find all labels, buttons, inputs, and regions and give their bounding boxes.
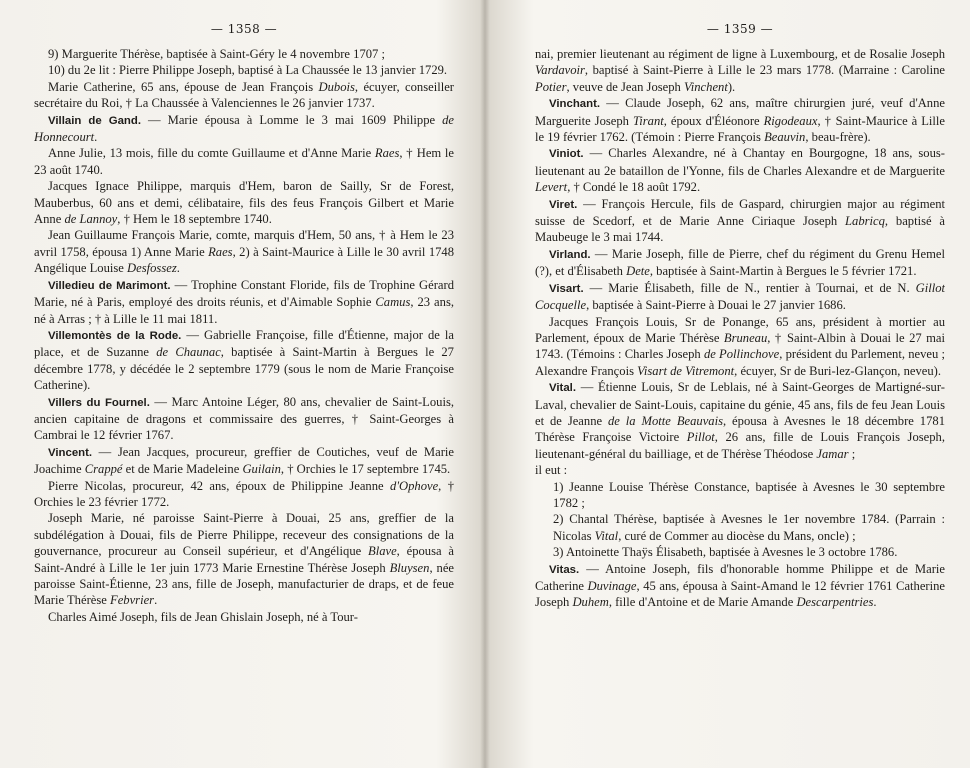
entry-headword: Villemontès de la Rode. <box>48 329 182 342</box>
italic-name: Descarpentries <box>796 595 874 610</box>
text-run: . <box>94 130 98 145</box>
italic-name: Levert <box>535 180 568 195</box>
paragraph <box>535 379 945 462</box>
text-run: il eut : <box>535 463 568 478</box>
text-run: , baptisée à Saint-Martin à Bergues le 5 février 1721. <box>649 264 917 279</box>
paragraph <box>34 444 454 478</box>
italic-name: Vital <box>594 528 619 543</box>
paragraph <box>34 79 454 112</box>
italic-name: Dete <box>626 264 650 279</box>
italic-name: Guilain <box>242 462 281 477</box>
left-page-text <box>34 46 454 625</box>
entry-headword: Villedieu de Marimont. <box>48 279 171 292</box>
italic-name: Jamar <box>816 446 849 461</box>
text-run: , 23 ans, né à Arras ; † à Lille le 11 mai 1811. <box>34 295 454 326</box>
text-run: , écuyer, conseiller secrétaire du Roi, † La Chaussée à Valenciennes le 26 janvier 1737. <box>34 79 454 111</box>
italic-name: Labricq <box>845 214 885 229</box>
paragraph <box>535 46 945 95</box>
text-run: ). <box>727 79 736 94</box>
text-run: , baptisé à Maubeuge le 3 mai 1744. <box>535 214 945 245</box>
text-run: , écuyer, Sr de Buri-lez-Glançon, neveu). <box>734 363 941 378</box>
entry-headword: Vital. <box>549 382 577 395</box>
entry-headword: Virland. <box>549 248 591 261</box>
italic-name: Rigodeaux <box>763 113 818 128</box>
text-run: — Étienne Louis, Sr de Leblais, né à Saint-Georges de Martigné-sur-Laval, chevalier de Saint-Louis, capitaine du génie, 45 ans, fils de feu Jean Louis et de Jeanne <box>535 380 945 428</box>
italic-name: Tirant <box>632 113 664 128</box>
text-run: , † Hem le 23 août 1740. <box>34 146 454 177</box>
paragraph <box>34 46 454 62</box>
paragraph <box>535 246 945 280</box>
paragraph <box>34 145 454 178</box>
text-run: — Claude Joseph, 62 ans, maître chirurgien juré, veuf d'Anne Marguerite Joseph <box>535 96 945 128</box>
text-run: , baptisé à Saint-Pierre à Lille le 23 mars 1778. (Marraine : Caroline <box>584 63 945 78</box>
italic-name: de Lannoy <box>64 212 118 227</box>
entry-headword: Vincent. <box>48 446 93 459</box>
italic-name: Duhem <box>572 595 609 610</box>
text-run: 1) Jeanne Louise Thérèse Constance, baptisée à Avesnes le 30 septembre 1782 ; <box>553 479 945 510</box>
text-run: , épousa à Avesnes le 18 décembre 1781 Thérèse Françoise Victoire <box>535 413 945 445</box>
text-run: , † Condé le 18 août 1792. <box>567 180 701 195</box>
italic-name: Dubois <box>318 79 355 94</box>
text-run: , née paroisse Saint-Étienne, 23 ans, fille de Joseph, manufacturier de draps, et de feue Marie Thérèse <box>34 560 454 608</box>
text-run: Charles Aimé Joseph, fils de Jean Ghislain Joseph, né à Tour- <box>48 609 358 624</box>
italic-name: Pillot <box>686 430 715 445</box>
paragraph <box>34 609 454 625</box>
text-run: ; <box>848 446 856 461</box>
paragraph <box>34 327 454 394</box>
italic-name: de Honnecourt <box>34 112 454 145</box>
text-run: — Charles Alexandre, né à Chantay en Bourgogne, 18 ans, sous-lieutenant au 2e bataillon de l'Yonne, fils de Charles Alexandre et de Marguerite <box>535 146 945 178</box>
paragraph <box>535 544 945 560</box>
text-run: Joseph Marie, né paroisse Saint-Pierre à Douai, 25 ans, greffier de la subdélégation à Douai, fils de Pierre Philippe, receveur des consignations de la gouvernance, procureur au Conseil supérieur, et d'Angélique <box>34 511 454 559</box>
text-run: , † Orchies le 23 février 1772. <box>34 478 454 509</box>
italic-name: Camus <box>375 295 411 310</box>
entry-headword: Vinchant. <box>549 98 601 111</box>
text-run: — Trophine Constant Floride, fils de Trophine Gérard Marie, né à Paris, employé des droits réunis, et d'Aimable Sophie <box>34 277 454 310</box>
paragraph <box>34 112 454 146</box>
text-run: — Marie Élisabeth, fille de N., rentier à Tournai, et de N. <box>583 280 916 295</box>
text-run: , épousa à Saint-André à Lille le 1er juin 1773 Marie Ernestine Thérèse Joseph <box>34 544 454 575</box>
italic-name: Vinchent <box>684 79 728 94</box>
text-run: Jacques François Louis, Sr de Ponange, 65 ans, président à mortier au Parlement, époux de Marie Thérèse <box>535 314 945 345</box>
italic-name: Bruneau <box>723 330 768 345</box>
italic-name: Blave <box>368 544 397 559</box>
text-run: , 45 ans, épousa à Saint-Amand le 12 février 1761 Catherine Joseph <box>535 579 945 610</box>
right-page <box>535 0 945 768</box>
text-run: — Antoine Joseph, fils d'honorable homme Philippe et de Marie Catherine <box>535 561 945 593</box>
paragraph <box>535 462 945 478</box>
text-run: — Marc Antoine Léger, 80 ans, chevalier de Saint-Louis, ancien capitaine de dragons et commissaire des guerres, † Saint-Georges à Cambrai le 12 février 1767. <box>34 394 454 443</box>
text-run: , † Saint-Maurice à Lille le 19 février 1762. (Témoin : Pierre François <box>535 113 945 145</box>
text-run: , † Orchies le 17 septembre 1745. <box>280 462 451 477</box>
paragraph <box>535 511 945 544</box>
paragraph <box>535 280 945 314</box>
italic-name: Crappé <box>84 462 123 477</box>
text-run: 3) Antoinette Thaÿs Élisabeth, baptisée à Avesnes le 3 octobre 1786. <box>553 545 898 560</box>
page-number-right: — 1359 — <box>706 22 774 36</box>
entry-headword: Villain de Gand. <box>48 114 141 127</box>
italic-name: d'Ophove <box>390 478 439 493</box>
text-run: , fille d'Antoine et de Marie Amande <box>608 595 797 610</box>
entry-headword: Vitas. <box>549 563 580 576</box>
paragraph <box>34 62 454 78</box>
text-run: 10) du 2e lit : Pierre Philippe Joseph, baptisé à La Chaussée le 13 janvier 1729. <box>48 63 448 78</box>
paragraph <box>34 394 454 444</box>
text-run: — Jean Jacques, procureur, greffier de Coutiches, veuf de Marie Joachime <box>34 444 454 477</box>
entry-headword: Visart. <box>549 282 584 295</box>
entry-headword: Viniot. <box>549 148 584 161</box>
italic-name: de la Motte Beauvais <box>608 413 723 428</box>
text-run: Jacques Ignace Philippe, marquis d'Hem, baron de Sailly, Sr de Forest, Mauberbus, 60 ans et demi, célibataire, fils des feus François Gilbert et Marie Anne <box>34 179 454 227</box>
text-run: 9) Marguerite Thérèse, baptisée à Saint-Géry le 4 novembre 1707 ; <box>48 47 386 61</box>
text-run: , 2) à Saint-Maurice à Lille le 30 avril 1748 Angélique Louise <box>34 244 454 276</box>
paragraph <box>535 479 945 512</box>
italic-name: de Chaunac <box>156 345 221 360</box>
text-run: , † Saint-Albin à Douai le 27 mai 1743. (Témoins : Charles Joseph <box>535 330 945 362</box>
paragraph <box>535 314 945 380</box>
paragraph <box>535 196 945 246</box>
text-run: . <box>154 593 158 608</box>
page-number-left: — 1358 — <box>210 22 278 36</box>
text-run: — Marie Joseph, fille de Pierre, chef du régiment du Grenu Hemel (?), et d'Élisabeth <box>535 246 945 279</box>
paragraph <box>34 178 454 227</box>
italic-name: Vardavoir <box>535 63 585 78</box>
text-run: , veuve de Jean Joseph <box>566 79 684 94</box>
paragraph <box>535 95 945 145</box>
right-page-text <box>535 46 945 611</box>
left-page <box>34 0 454 768</box>
text-run: , 26 ans, fille de Louis François Joseph, lieutenant-général du bailliage, et de Thérèse Théodose <box>535 430 945 461</box>
italic-name: Desfossez <box>127 261 177 276</box>
paragraph <box>34 510 454 608</box>
text-run: . <box>873 595 877 610</box>
text-run: et de Marie Madeleine <box>122 462 243 477</box>
paragraph <box>34 277 454 327</box>
italic-name: de Pollinchove <box>703 347 780 362</box>
text-run: , époux d'Éléonore <box>663 113 764 128</box>
paragraph <box>34 478 454 511</box>
italic-name: Raes <box>374 146 400 161</box>
text-run: Marie Catherine, 65 ans, épouse de Jean François <box>48 79 319 94</box>
italic-name: Raes <box>208 244 233 259</box>
italic-name: Potier <box>535 79 567 94</box>
text-run: Pierre Nicolas, procureur, 42 ans, époux de Philippine Jeanne <box>48 478 391 493</box>
text-run: 2) Chantal Thérèse, baptisée à Avesnes le 1er novembre 1784. (Parrain : Nicolas <box>553 512 945 543</box>
text-run: , président du Parlement, neveu ; Alexandre François <box>535 347 945 378</box>
text-run: Anne Julie, 13 mois, fille du comte Guillaume et d'Anne Marie <box>48 146 375 161</box>
text-run: , curé de Commer au diocèse du Mans, oncle) ; <box>618 528 856 543</box>
italic-name: Visart de Vitremont <box>637 363 735 378</box>
text-run: — Gabrielle Françoise, fille d'Étienne, major de la place, et de Suzanne <box>34 327 454 360</box>
text-run: — Marie épousa à Lomme le 3 mai 1609 Philippe <box>141 112 443 127</box>
text-run: , baptisée à Saint-Pierre à Douai le 27 janvier 1686. <box>586 298 846 313</box>
italic-name: Bluysen <box>389 560 430 575</box>
entry-headword: Villers du Fournel. <box>48 396 150 409</box>
italic-name: Beauvin <box>764 130 806 145</box>
text-run: nai, premier lieutenant au régiment de ligne à Luxembourg, et de Rosalie Joseph <box>535 47 945 61</box>
text-run: . <box>176 261 180 276</box>
text-run: , baptisée à Saint-Martin à Bergues le 27 décembre 1778, y décédée le 2 septembre 1779 (sous le nom de Marie Françoise Catherine). <box>34 345 454 393</box>
text-run: Jean Guillaume François Marie, comte, marquis d'Hem, 50 ans, † à Hem le 23 avril 1758, épousa 1) Anne Marie <box>34 228 454 259</box>
gutter <box>480 0 490 768</box>
entry-headword: Viret. <box>549 198 578 211</box>
paragraph <box>34 227 454 276</box>
italic-name: Gillot Cocquelle <box>535 280 945 313</box>
paragraph <box>535 561 945 611</box>
text-run: , † Hem le 18 septembre 1740. <box>117 212 272 227</box>
paragraph <box>535 145 945 195</box>
italic-name: Duvinage <box>587 579 637 593</box>
italic-name: Febvrier <box>110 593 155 608</box>
text-run: — François Hercule, fils de Gaspard, chirurgien major au régiment suisse de Scedorf, et de Marie Anne Ciriaque Joseph <box>535 196 945 229</box>
text-run: , beau-frère). <box>805 130 871 145</box>
